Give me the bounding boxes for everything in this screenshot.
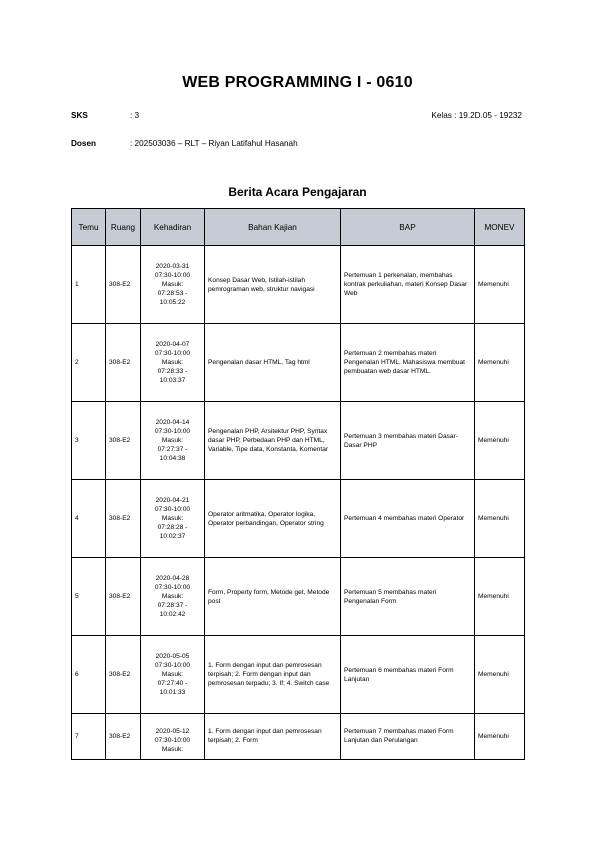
cell-kehadiran: 2020-04-14 07:30-10:00 Masuk: 07:27:37 - 10:04:38 — [141, 402, 205, 480]
column-header-bahan-kajian: Bahan Kajian — [205, 209, 341, 246]
cell-bap: Pertemuan 4 membahas materi Operator — [341, 480, 475, 558]
cell-bahan-kajian: Konsep Dasar Web, Istilah-istilah pemrograman web, struktur navigasi — [205, 246, 341, 324]
table-row — [72, 402, 525, 480]
cell-ruang: 308-E2 — [106, 636, 141, 714]
cell-bap: Pertemuan 1 perkenalan, membahas kontrak perkuliahan, materi Konsep Dasar Web — [341, 246, 475, 324]
cell-monev: Memenuhi — [475, 324, 525, 402]
cell-kehadiran: 2020-05-05 07:30-10:00 Masuk: 07:27:40 - 10:01:33 — [141, 636, 205, 714]
cell-bahan-kajian: Operator aritmatika, Operator logika, Operator perbandingan, Operator string — [205, 480, 341, 558]
bap-table — [71, 208, 525, 760]
cell-temu: 6 — [72, 636, 106, 714]
cell-monev: Memenuhi — [475, 480, 525, 558]
column-header-ruang: Ruang — [106, 209, 141, 246]
column-header-temu: Temu — [72, 209, 106, 246]
cell-bap: Pertemuan 6 membahas materi Form Lanjutan — [341, 636, 475, 714]
cell-temu: 3 — [72, 402, 106, 480]
cell-monev: Memenuhi — [475, 714, 525, 760]
table-row — [72, 714, 525, 760]
cell-kehadiran: 2020-04-07 07:30-10:00 Masuk: 07:28:33 - 10:03:37 — [141, 324, 205, 402]
table-row — [72, 480, 525, 558]
column-header-kehadiran: Kehadiran — [141, 209, 205, 246]
cell-temu: 7 — [72, 714, 106, 760]
kelas-info: Kelas : 19.2D.05 - 19232 — [431, 111, 522, 120]
cell-temu: 5 — [72, 558, 106, 636]
cell-kehadiran: 2020-03-31 07:30-10:00 Masuk: 07:28:53 - 10:05:22 — [141, 246, 205, 324]
column-header-monev: MONEV — [475, 209, 525, 246]
section-title: Berita Acara Pengajaran — [228, 185, 367, 199]
cell-bahan-kajian: 1. Form dengan input dan pemrosesan terpisah; 2. Form dengan input dan pemrosesan terpadu; 3. If; 4. Switch case — [205, 636, 341, 714]
cell-ruang: 308-E2 — [106, 324, 141, 402]
cell-bap: Pertemuan 3 membahas materi Dasar-Dasar PHP — [341, 402, 475, 480]
cell-bap: Pertemuan 2 membahas materi Pengenalan HTML. Mahasiswa membuat pembuatan web dasar HTML. — [341, 324, 475, 402]
cell-monev: Memenuhi — [475, 558, 525, 636]
cell-temu: 2 — [72, 324, 106, 402]
cell-monev: Memenuhi — [475, 402, 525, 480]
cell-bahan-kajian: Form, Property form, Metode get, Metode post — [205, 558, 341, 636]
table-header-row — [72, 209, 525, 246]
cell-bahan-kajian: Pengenalan PHP, Arsitektur PHP, Syntax dasar PHP, Perbedaan PHP dan HTML, Variable, Tipe data, Konstanta, Komentar — [205, 402, 341, 480]
cell-kehadiran: 2020-04-21 07:30-10:00 Masuk: 07:28:28 - 10:02:37 — [141, 480, 205, 558]
cell-temu: 4 — [72, 480, 106, 558]
cell-ruang: 308-E2 — [106, 558, 141, 636]
cell-ruang: 308-E2 — [106, 246, 141, 324]
dosen-value: : 202503036 – RLT – Riyan Latifahul Hasanah — [130, 139, 298, 148]
sks-value: : 3 — [130, 111, 140, 120]
sks-label: SKS — [71, 111, 88, 120]
cell-ruang: 308-E2 — [106, 714, 141, 760]
table-row — [72, 246, 525, 324]
column-header-bap: BAP — [341, 209, 475, 246]
cell-monev: Memenuhi — [475, 636, 525, 714]
document-title: WEB PROGRAMMING I - 0610 — [182, 74, 413, 91]
cell-bap: Pertemuan 7 membahas materi Form Lanjutan dan Perulangan — [341, 714, 475, 760]
cell-ruang: 308-E2 — [106, 480, 141, 558]
cell-kehadiran: 2020-05-12 07:30-10:00 Masuk: — [141, 714, 205, 760]
dosen-label: Dosen — [71, 139, 97, 148]
table-row — [72, 558, 525, 636]
cell-bahan-kajian: 1. Form dengan input dan pemrosesan terpisah; 2. Form — [205, 714, 341, 760]
cell-monev: Memenuhi — [475, 246, 525, 324]
table-row — [72, 324, 525, 402]
cell-bap: Pertemuan 5 membahas materi Pengenalan Form — [341, 558, 475, 636]
cell-kehadiran: 2020-04-28 07:30-10:00 Masuk: 07:28:37 - 10:02:42 — [141, 558, 205, 636]
cell-ruang: 308-E2 — [106, 402, 141, 480]
cell-temu: 1 — [72, 246, 106, 324]
cell-bahan-kajian: Pengenalan dasar HTML, Tag html — [205, 324, 341, 402]
table-row — [72, 636, 525, 714]
